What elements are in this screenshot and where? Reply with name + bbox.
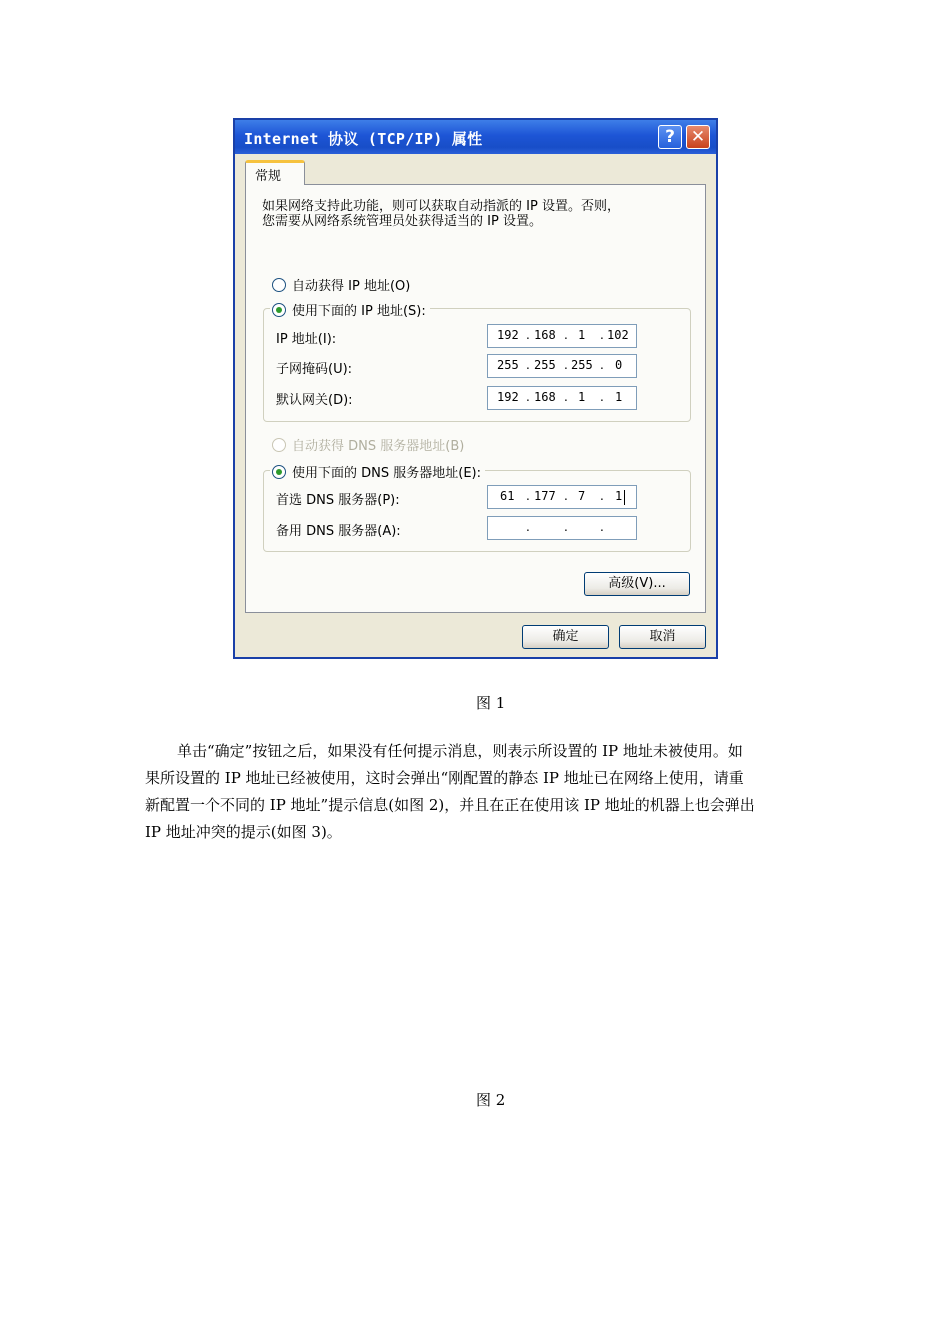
octet: 1 (615, 489, 623, 503)
gateway-field[interactable] (487, 386, 637, 410)
dot: . (564, 328, 568, 342)
auto-ip-radio[interactable] (272, 275, 410, 294)
alternate-dns-label: 备用 DNS 服务器(A): (276, 524, 401, 539)
manual-dns-label: 使用下面的 DNS 服务器地址(E): (292, 466, 481, 481)
close-icon[interactable]: ✕ (686, 125, 710, 149)
dot: . (600, 520, 604, 534)
dot: . (526, 390, 530, 404)
octet: 1 (615, 390, 623, 404)
preferred-dns-field[interactable] (487, 485, 637, 509)
octet: 168 (534, 328, 556, 342)
octet: 0 (615, 358, 623, 372)
octet: 255 (534, 358, 556, 372)
octet: 7 (578, 489, 586, 503)
text-caret (624, 490, 625, 505)
octet: 192 (497, 328, 519, 342)
paragraph-line: 单击“确定”按钮之后，如果没有任何提示消息，则表示所设置的 IP 地址未被使用。如 (177, 742, 743, 760)
dot: . (600, 489, 604, 503)
dot: . (526, 328, 530, 342)
radio-icon (272, 278, 286, 292)
paragraph-line: 果所设置的 IP 地址已经被使用，这时会弹出“刚配置的静态 IP 地址已在网络上使用，请重 (145, 769, 744, 787)
figure2-caption: 图 2 (476, 1091, 506, 1109)
dot: . (564, 358, 568, 372)
dot: . (526, 358, 530, 372)
preferred-dns-label: 首选 DNS 服务器(P): (276, 493, 400, 508)
dot: . (526, 489, 530, 503)
octet: 1 (578, 328, 586, 342)
subnet-mask-field[interactable] (487, 354, 637, 378)
dot: . (600, 358, 604, 372)
dot: . (600, 328, 604, 342)
description-line: 如果网络支持此功能，则可以获取自动指派的 IP 设置。否则， (262, 199, 620, 214)
octet: 177 (534, 489, 556, 503)
description-text (262, 199, 692, 229)
auto-ip-label: 自动获得 IP 地址(O) (292, 279, 411, 294)
ip-address-label: IP 地址(I): (276, 332, 337, 347)
gateway-label: 默认网关(D): (276, 393, 353, 408)
cancel-button[interactable]: 取消 (619, 625, 706, 649)
octet: 168 (534, 390, 556, 404)
body-paragraph (145, 738, 807, 846)
figure1-caption: 图 1 (476, 694, 506, 712)
ip-address-field[interactable] (487, 324, 637, 348)
subnet-mask-label: 子网掩码(U): (276, 362, 353, 377)
title-bar[interactable] (235, 120, 716, 154)
advanced-button[interactable]: 高级(V)... (584, 572, 690, 596)
description-line: 您需要从网络系统管理员处获得适当的 IP 设置。 (262, 214, 542, 229)
octet: 192 (497, 390, 519, 404)
radio-checked-icon (272, 303, 286, 317)
dialog-title: Internet 协议 (TCP/IP) 属性 (244, 130, 483, 148)
help-icon[interactable]: ? (658, 125, 682, 149)
dot: . (564, 520, 568, 534)
manual-ip-radio[interactable] (270, 300, 430, 319)
octet: 61 (500, 489, 515, 503)
manual-dns-radio[interactable] (270, 462, 485, 481)
dot: . (564, 390, 568, 404)
octet: 255 (497, 358, 519, 372)
paragraph-line: 新配置一个不同的 IP 地址”提示信息(如图 2)，并且在正在使用该 IP 地址的机器上也会弹出 (145, 796, 755, 814)
auto-dns-radio[interactable] (272, 435, 464, 454)
auto-dns-label: 自动获得 DNS 服务器地址(B) (292, 439, 465, 454)
octet: 102 (607, 328, 629, 342)
octet: 255 (571, 358, 593, 372)
dot: . (564, 489, 568, 503)
tcpip-properties-dialog (233, 118, 718, 659)
radio-icon (272, 438, 286, 452)
octet: 1 (578, 390, 586, 404)
manual-ip-label: 使用下面的 IP 地址(S): (292, 304, 426, 319)
radio-checked-icon (272, 465, 286, 479)
tab-panel-general (245, 184, 706, 613)
ok-button[interactable]: 确定 (522, 625, 609, 649)
alternate-dns-field[interactable] (487, 516, 637, 540)
dot: . (526, 520, 530, 534)
paragraph-line: IP 地址冲突的提示(如图 3)。 (145, 823, 342, 841)
dot: . (600, 390, 604, 404)
tab-general[interactable]: 常规 (245, 160, 305, 185)
